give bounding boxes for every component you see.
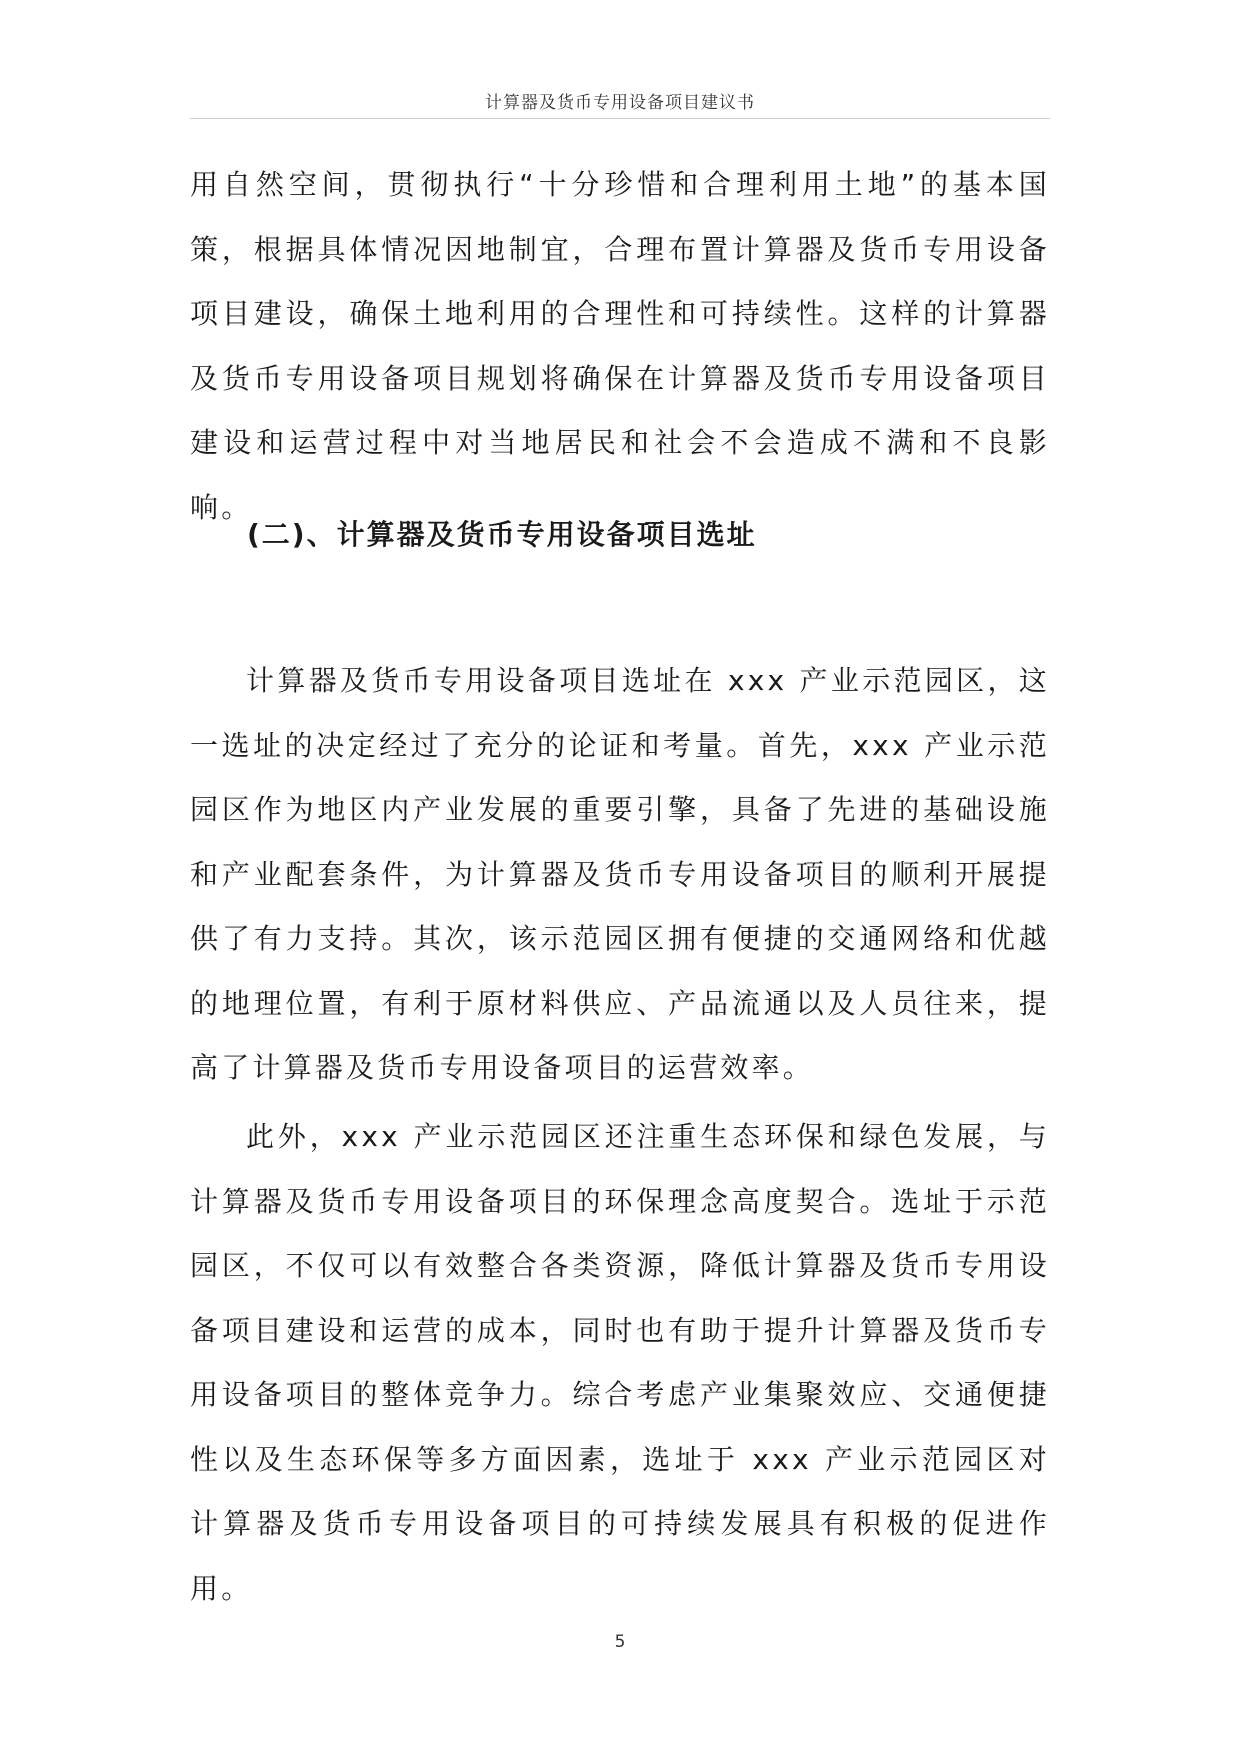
body-paragraph-3: 此外，xxx 产业示范园区还注重生态环保和绿色发展，与计算器及货币专用设备项目的环保理念高度契合。选址于示范园区，不仅可以有效整合各类资源，降低计算器及货币专用设备项目建设和运营的成本，同时也有助于提升计算器及货币专用设备项目的整体竞争力。综合考虑产业集聚效应、交通便捷性以及生态环保等多方面因素，选址于 xxx 产业示范园区对计算器及货币专用设备项目的可持续发展具有积极的促进作用。 [190, 1120, 1050, 1605]
page-number: 5 [614, 1632, 626, 1652]
running-header: 计算器及货币专用设备项目建议书 [485, 93, 755, 113]
section-heading: (二)、计算器及货币专用设备项目选址 [247, 518, 757, 551]
body-paragraph-1: 用自然空间，贯彻执行“十分珍惜和合理利用土地”的基本国策，根据具体情况因地制宜，合理布置计算器及货币专用设备项目建设，确保土地利用的合理性和可持续性。这样的计算器及货币专用设备项目规划将确保在计算器及货币专用设备项目建设和运营过程中对当地居民和社会不会造成不满和不良影响。 [190, 168, 1050, 524]
body-paragraph-2: 计算器及货币专用设备项目选址在 xxx 产业示范园区，这一选址的决定经过了充分的论证和考量。首先，xxx 产业示范园区作为地区内产业发展的重要引擎，具备了先进的基础设施和产业配套条件，为计算器及货币专用设备项目的顺利开展提供了有力支持。其次，该示范园区拥有便捷的交通网络和优越的地理位置，有利于原材料供应、产品流通以及人员往来，提高了计算器及货币专用设备项目的运营效率。 [190, 664, 1050, 1084]
header-divider [190, 118, 1050, 119]
